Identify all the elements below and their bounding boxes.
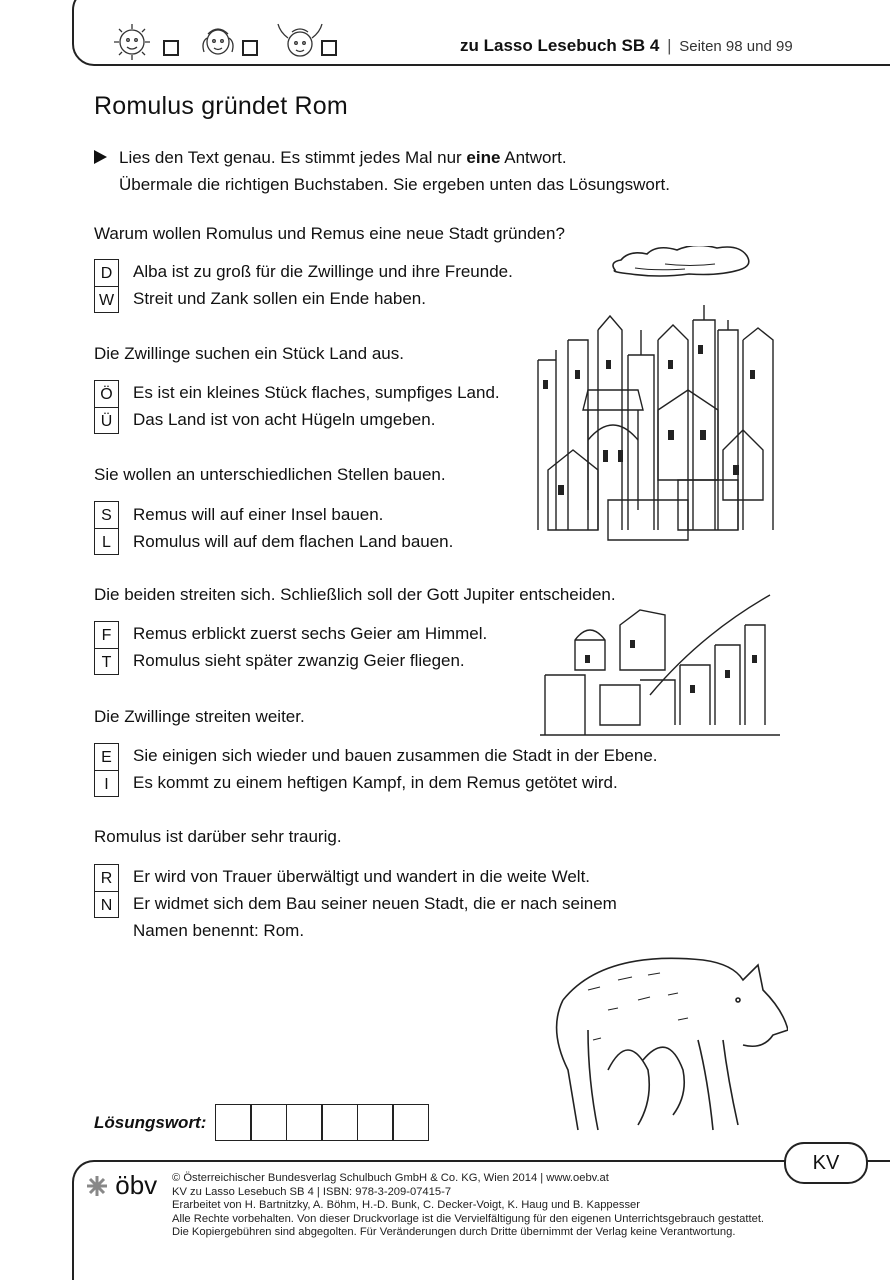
option-text: Es kommt zu einem heftigen Kampf, in dem Remus getötet wird. (133, 773, 618, 792)
answer-letter[interactable]: I (104, 776, 109, 793)
hill-city-illustration (540, 585, 780, 745)
answer-box-6 (94, 864, 119, 918)
answer-letter[interactable]: L (102, 534, 111, 551)
header-pages: Seiten 98 und 99 (679, 38, 793, 55)
option-text: Alba ist zu groß für die Zwillinge und ihre Freunde. (133, 262, 513, 281)
checkbox-2[interactable] (242, 40, 258, 56)
solution-box[interactable] (357, 1104, 394, 1141)
solution-box[interactable] (250, 1104, 287, 1141)
footer-line: © Österreichischer Bundesverlag Schulbuch GmbH & Co. KG, Wien 2014 | www.oebv.at (172, 1172, 609, 1184)
option-text: Romulus sieht später zwanzig Geier fliegen. (133, 651, 465, 670)
option-text: Romulus will auf dem flachen Land bauen. (133, 532, 454, 551)
option-text: Es ist ein kleines Stück flaches, sumpfiges Land. (133, 383, 500, 402)
option-text: Sie einigen sich wieder und bauen zusammen die Stadt in der Ebene. (133, 746, 658, 765)
question-4: Die beiden streiten sich. Schließlich soll der Gott Jupiter entscheiden. (94, 585, 616, 604)
option-text: Remus erblickt zuerst sechs Geier am Himmel. (133, 624, 488, 643)
answer-box-2 (94, 380, 119, 434)
answer-box-3 (94, 501, 119, 555)
question-3: Sie wollen an unterschiedlichen Stellen bauen. (94, 465, 446, 484)
solution-boxes (216, 1104, 429, 1141)
she-wolf-illustration (548, 940, 788, 1145)
question-2: Die Zwillinge suchen ein Stück Land aus. (94, 344, 404, 363)
checkbox-1[interactable] (163, 40, 179, 56)
footer-line: Alle Rechte vorbehalten. Von dieser Druckvorlage ist die Vervielfältigung für den eigenen Unterrichtsgebrauch gestattet. (172, 1212, 765, 1225)
answer-letter[interactable]: D (100, 265, 113, 282)
instruction-line1-start: Lies den Text genau. Es stimmt jedes Mal nur (119, 148, 467, 167)
page-title: Romulus gründet Rom (94, 92, 348, 120)
option-text: Er widmet sich dem Bau seiner neuen Stadt, die er nach seinem (133, 894, 617, 913)
answer-letter[interactable]: N (100, 897, 113, 914)
city-illustration (528, 300, 778, 560)
solution-label: Lösungswort: (94, 1113, 207, 1132)
header-separator: | (667, 36, 672, 55)
answer-box-4 (94, 621, 119, 675)
solution-box[interactable] (321, 1104, 358, 1141)
logo-star-icon (86, 1175, 108, 1197)
cloud-illustration (605, 246, 755, 286)
instruction-line1-end: Antwort. (500, 148, 567, 167)
instruction-line2: Übermale die richtigen Buchstaben. Sie ergeben unten das Lösungswort. (119, 175, 670, 194)
logo-text: öbv (115, 1170, 158, 1200)
answer-letter[interactable]: R (100, 870, 113, 887)
answer-letter[interactable]: E (101, 749, 112, 766)
publisher-logo (86, 1170, 157, 1201)
option-text-continuation: Namen benennt: Rom. (133, 921, 305, 940)
answer-letter[interactable]: F (101, 627, 112, 644)
answer-letter[interactable]: T (101, 654, 112, 671)
footer-line: Die Kopiergebühren sind abgegolten. Für Veränderungen durch Dritte übernimmt der Verlag keine Verantwortung. (172, 1226, 736, 1239)
checkbox-3[interactable] (321, 40, 337, 56)
solution-box[interactable] (392, 1104, 429, 1141)
solution-box[interactable] (215, 1104, 252, 1141)
footer-line: KV zu Lasso Lesebuch SB 4 | ISBN: 978-3-209-07415-7 (172, 1185, 452, 1198)
footer-text (172, 1172, 764, 1240)
kv-badge: KV (784, 1142, 868, 1184)
footer-line: Erarbeitet von H. Bartnitzky, A. Böhm, H.-D. Bunk, C. Decker-Voigt, K. Haug und B. Kappesser (172, 1199, 641, 1212)
instruction-emphasis: eine (466, 148, 501, 167)
mascot-girl-icon (198, 20, 238, 64)
option-text: Streit und Zank sollen ein Ende haben. (133, 289, 426, 308)
option-text: Remus will auf einer Insel bauen. (133, 505, 384, 524)
option-text: Er wird von Trauer überwältigt und wandert in die weite Welt. (133, 867, 591, 886)
header-title (460, 36, 793, 56)
question-1: Warum wollen Romulus und Remus eine neue Stadt gründen? (94, 224, 565, 243)
solution-box[interactable] (286, 1104, 323, 1141)
option-text: Das Land ist von acht Hügeln umgeben. (133, 410, 436, 429)
mascot-sun-icon (106, 20, 156, 64)
answer-letter[interactable]: Ö (100, 386, 113, 403)
header-frame (72, 0, 890, 66)
answer-letter[interactable]: Ü (100, 413, 113, 430)
answer-box-1 (94, 259, 119, 313)
book-title: zu Lasso Lesebuch SB 4 (460, 36, 660, 55)
question-6: Romulus ist darüber sehr traurig. (94, 827, 342, 846)
answer-box-5 (94, 743, 119, 797)
instructions (94, 144, 670, 198)
answer-letter[interactable]: S (101, 507, 112, 524)
question-5: Die Zwillinge streiten weiter. (94, 707, 305, 726)
answer-letter[interactable]: W (98, 292, 115, 309)
mascot-boy-icon (274, 20, 326, 64)
triangle-right-icon (94, 150, 107, 164)
